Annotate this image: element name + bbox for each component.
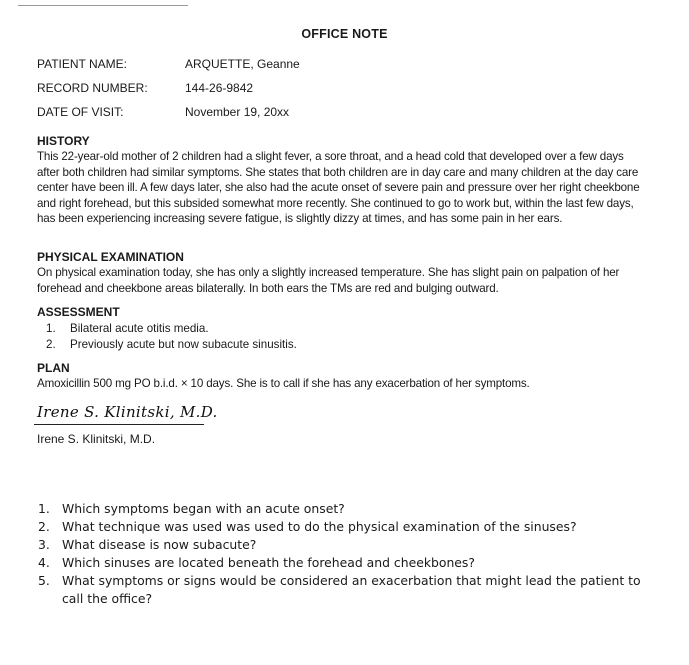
record-number-label: RECORD NUMBER: [37,81,148,95]
plan-text: Amoxicillin 500 mg PO b.i.d. × 10 days. She is to call if she has any exacerbation of her symptoms. [37,377,530,390]
physical-exam-section [37,250,647,296]
date-of-visit-label: DATE OF VISIT: [37,105,124,119]
patient-name-label: PATIENT NAME: [37,57,128,71]
record-number-value: 144-26-9842 [185,81,254,95]
physical-exam-heading: PHYSICAL EXAMINATION [37,250,184,264]
question-item: 3. What disease is now subacute? [38,537,257,552]
document-title: OFFICE NOTE [301,27,388,41]
history-text: This 22-year-old mother of 2 children had a slight fever, a sore throat, and a head cold that developed over a few days after both children had similar symptoms. She states that both children are in day care and many children at the day care center have been ill. A few days later, she also had the acute onset of severe pain and pressure over her right cheekbone and right forehead, but this subsided somewhat more recently. She continued to go to work but, within the last few days, has been experiencing increasing severe fatigue, is slightly dizzy at times, and has some pain in her ears. [37,150,640,225]
assessment-item: 2. Previously acute but now subacute sinusitis. [46,337,297,351]
question-item: 2. What technique was used was used to do the physical examination of the sinuses? [38,519,577,534]
history-heading: HISTORY [37,134,90,148]
assessment-section [37,305,647,352]
physical-exam-text: On physical examination today, she has only a slightly increased temperature. She has slight pain on palpation of her forehead and cheekbone areas bilaterally. In both ears the TMs are red and bulging outward. [37,266,620,295]
question-item: 5. What symptoms or signs would be considered an exacerbation that might lead the patient to call the office? [38,573,641,606]
question-item: 4. Which sinuses are located beneath the forehead and cheekbones? [38,555,475,570]
printed-signature-name: Irene S. Klinitski, M.D. [37,432,156,446]
plan-section [37,361,647,392]
history-section [37,134,647,227]
patient-name-value: ARQUETTE, Geanne [185,57,300,71]
questions-list [38,500,658,608]
date-of-visit-value: November 19, 20xx [185,105,290,119]
top-rule [18,5,188,6]
signature-line [34,424,204,425]
handwritten-signature: Irene S. Klinitski, M.D. [37,403,218,421]
assessment-item: 1. Bilateral acute otitis media. [46,322,209,335]
plan-heading: PLAN [37,361,70,375]
question-item: 1. Which symptoms began with an acute onset? [38,501,345,516]
assessment-heading: ASSESSMENT [37,305,120,319]
